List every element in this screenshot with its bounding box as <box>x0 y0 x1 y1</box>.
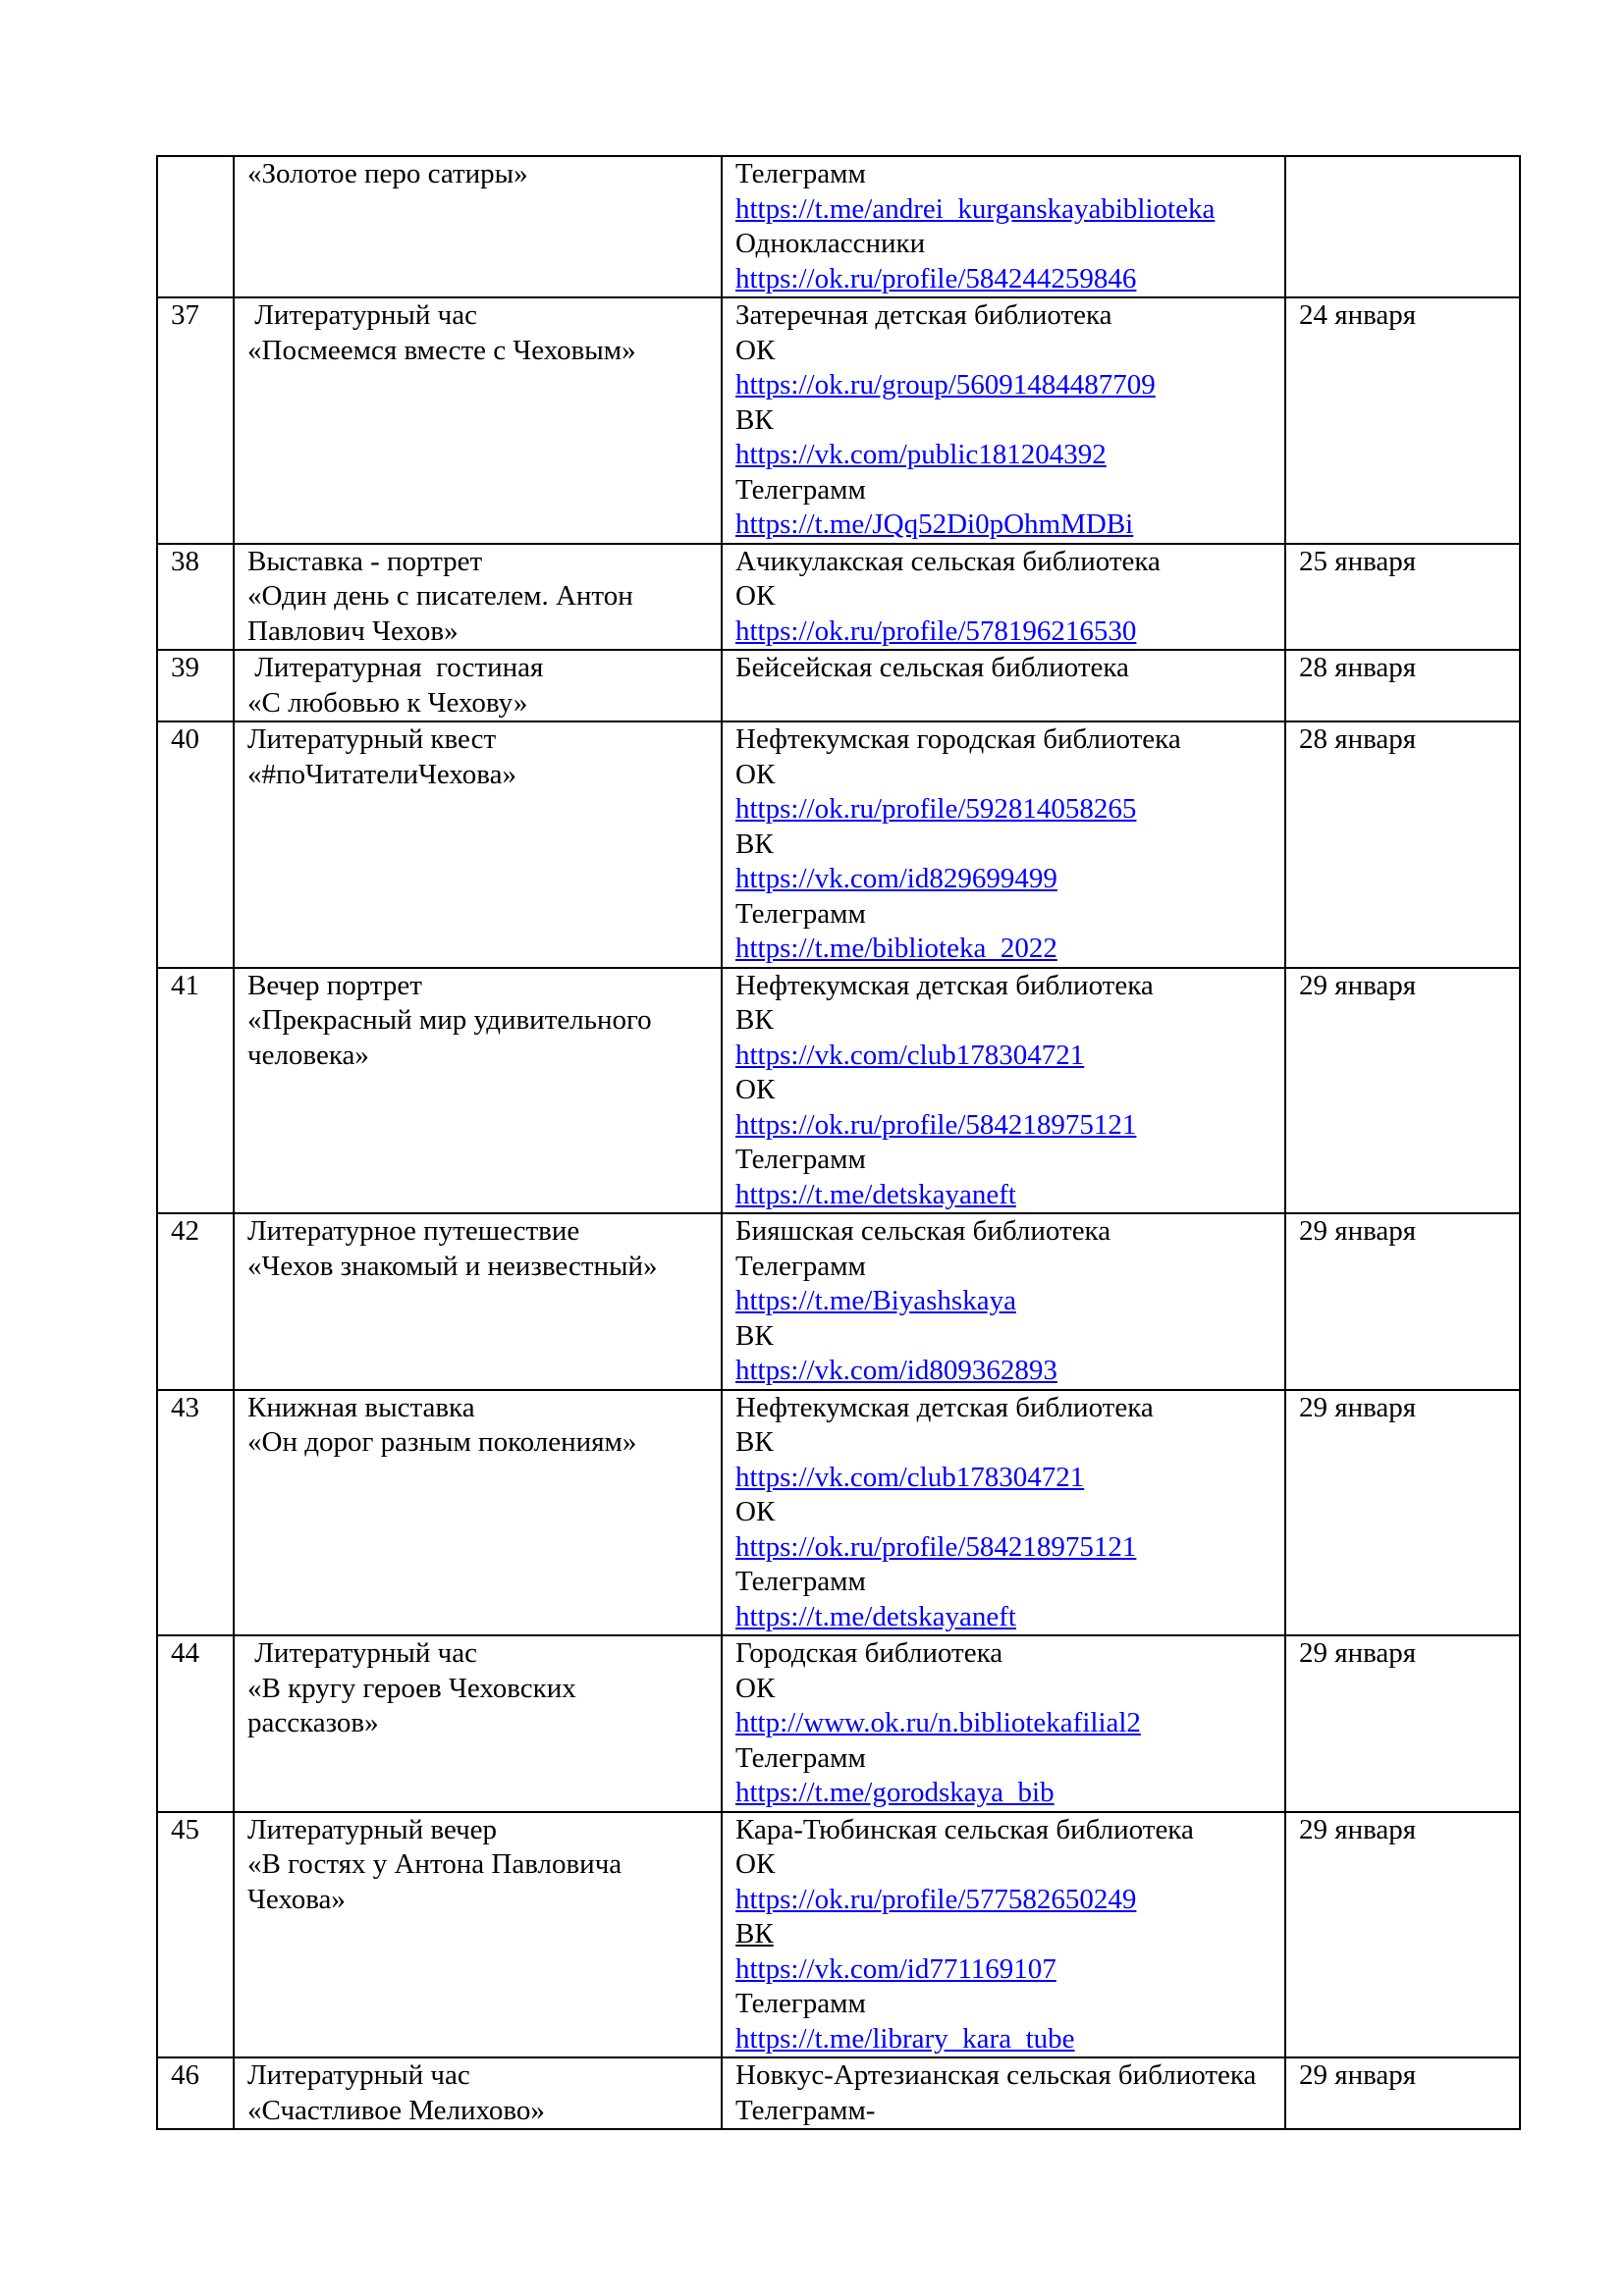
row-number-cell <box>157 721 234 968</box>
event-cell <box>234 721 722 968</box>
date-cell <box>1285 156 1520 297</box>
events-table-body <box>157 156 1520 2129</box>
event-cell <box>234 1390 722 1636</box>
platform-label: Телеграмм <box>735 897 866 930</box>
venue-cell <box>722 1390 1285 1636</box>
event-title: «С любовью к Чехову» <box>247 686 528 719</box>
event-date: 29 января <box>1299 969 1417 1001</box>
date-cell <box>1285 297 1520 544</box>
row-number-cell <box>157 650 234 721</box>
table-row <box>157 1213 1520 1390</box>
row-number: 40 <box>171 723 199 755</box>
event-type: Литературная гостиная <box>247 652 544 683</box>
venue-link[interactable]: http://www.ok.ru/n.bibliotekafilial2 <box>735 1707 1141 1738</box>
platform-label: Телеграмм <box>735 1144 866 1175</box>
event-cell <box>234 2057 722 2129</box>
event-date: 29 января <box>1299 1637 1417 1669</box>
table-row <box>157 1812 1520 2058</box>
venue-cell <box>722 1635 1285 1812</box>
table-row <box>157 1390 1520 1636</box>
venue-name: Бияшская сельская библиотека <box>735 1215 1111 1247</box>
event-title: «Счастливое Мелихово» <box>247 2094 545 2126</box>
row-number: 37 <box>171 299 199 331</box>
date-cell <box>1285 968 1520 1214</box>
platform-label: ОК <box>735 334 776 366</box>
venue-cell <box>722 721 1285 968</box>
row-number: 44 <box>171 1637 199 1669</box>
event-cell <box>234 297 722 544</box>
row-number: 41 <box>171 969 199 1001</box>
venue-cell <box>722 2057 1285 2129</box>
platform-label: ВК <box>735 1426 774 1458</box>
table-row <box>157 1635 1520 1812</box>
event-cell <box>234 544 722 651</box>
platform-label: ВК <box>735 1319 774 1352</box>
platform-label: ВК <box>735 1004 774 1036</box>
date-cell <box>1285 1390 1520 1636</box>
venue-link[interactable]: https://t.me/JQq52Di0pOhmMDBi <box>735 508 1134 540</box>
platform-label: Телеграмм <box>735 1566 866 1597</box>
venue-link[interactable]: https://t.me/andrei_kurganskayabiblioteka <box>735 192 1216 225</box>
venue-name: Затеречная детская библиотека <box>735 299 1112 331</box>
platform-label: Телеграмм- <box>735 2094 876 2126</box>
venue-link[interactable]: https://t.me/biblioteka_2022 <box>735 933 1057 964</box>
platform-label: ВК <box>735 403 774 436</box>
event-date: 29 января <box>1299 1391 1417 1423</box>
date-cell <box>1285 650 1520 721</box>
event-date: 28 января <box>1299 652 1417 683</box>
venue-link[interactable]: https://vk.com/id771169107 <box>735 1952 1056 1985</box>
venue-link[interactable]: https://ok.ru/profile/577582650249 <box>735 1883 1137 1915</box>
event-date: 29 января <box>1299 2059 1417 2091</box>
date-cell <box>1285 544 1520 651</box>
event-type: Выставка - портрет <box>247 545 483 577</box>
date-cell <box>1285 1635 1520 1812</box>
venue-name: Новкус-Артезианская сельская библиотека <box>735 2059 1257 2091</box>
venue-cell <box>722 1812 1285 2058</box>
date-cell <box>1285 1812 1520 2058</box>
event-cell <box>234 156 722 297</box>
row-number-cell <box>157 968 234 1214</box>
platform-label: ОК <box>735 580 776 612</box>
platform-label: ВК <box>735 828 774 860</box>
venue-name: Кара-Тюбинская сельская библиотека <box>735 1813 1194 1845</box>
venue-name: Нефтекумская детская библиотека <box>735 1391 1154 1423</box>
platform-label: Телеграмм <box>735 1250 866 1282</box>
event-type: «Золотое перо сатиры» <box>247 158 528 189</box>
venue-link[interactable]: https://ok.ru/group/56091484487709 <box>735 369 1156 400</box>
platform-label: ОК <box>735 1074 776 1105</box>
venue-name: Нефтекумская городская библиотека <box>735 723 1181 755</box>
venue-link[interactable]: https://t.me/detskayaneft <box>735 1600 1016 1632</box>
venue-name: Бейсейская сельская библиотека <box>735 652 1129 683</box>
venue-link[interactable]: https://vk.com/club178304721 <box>735 1039 1085 1071</box>
row-number-cell <box>157 156 234 297</box>
event-cell <box>234 968 722 1214</box>
venue-name: Городская библиотека <box>735 1637 1003 1669</box>
event-type: Литературный вечер <box>247 1813 498 1845</box>
table-row <box>157 297 1520 544</box>
event-date: 25 января <box>1299 545 1417 577</box>
event-title: «Посмеемся вместе с Чеховым» <box>247 334 636 366</box>
event-title: «В гостях у Антона Павловича Чехова» <box>247 1848 629 1915</box>
row-number-cell <box>157 2057 234 2129</box>
venue-link[interactable]: https://t.me/library_kara_tube <box>735 2022 1075 2055</box>
event-cell <box>234 1812 722 2058</box>
row-number-cell <box>157 544 234 651</box>
venue-cell <box>722 297 1285 544</box>
row-number: 45 <box>171 1813 199 1845</box>
event-type: Книжная выставка <box>247 1391 475 1423</box>
venue-link[interactable]: https://vk.com/id809362893 <box>735 1355 1057 1386</box>
event-cell <box>234 1635 722 1812</box>
event-title: «В кругу героев Чеховских рассказов» <box>247 1672 583 1738</box>
table-row <box>157 544 1520 651</box>
platform-label: ОК <box>735 1672 776 1704</box>
venue-name: Ачикулакская сельская библиотека <box>735 545 1161 577</box>
platform-label: Телеграмм <box>735 473 866 506</box>
platform-label: Одноклассники <box>735 228 926 259</box>
event-type: Литературный час <box>247 1637 477 1669</box>
event-title: «#поЧитателиЧехова» <box>247 758 516 790</box>
event-title: «Один день с писателем. Антон Павлович Чехов» <box>247 580 640 647</box>
venue-link[interactable]: https://ok.ru/profile/584218975121 <box>735 1108 1137 1141</box>
event-date: 29 января <box>1299 1215 1417 1247</box>
row-number: 46 <box>171 2059 199 2091</box>
venue-link[interactable]: https://ok.ru/profile/578196216530 <box>735 614 1137 647</box>
venue-link[interactable]: https://t.me/gorodskaya_bib <box>735 1777 1055 1808</box>
event-type: Литературный час <box>247 299 477 331</box>
event-cell <box>234 1213 722 1390</box>
event-title: «Он дорог разным поколениям» <box>247 1426 637 1458</box>
platform-label: ОК <box>735 1848 776 1880</box>
table-row <box>157 156 1520 297</box>
event-type: Литературный час <box>247 2059 470 2091</box>
venue-link[interactable]: https://ok.ru/profile/592814058265 <box>735 793 1137 825</box>
venue-cell <box>722 1213 1285 1390</box>
table-row <box>157 721 1520 968</box>
venue-cell <box>722 968 1285 1214</box>
table-row <box>157 650 1520 721</box>
venue-link[interactable]: https://t.me/Biyashskaya <box>735 1285 1016 1316</box>
platform-label: ВК <box>735 1918 774 1949</box>
row-number: 38 <box>171 545 199 577</box>
row-number-cell <box>157 1390 234 1636</box>
venue-name: Нефтекумская детская библиотека <box>735 969 1154 1001</box>
row-number: 42 <box>171 1215 199 1247</box>
event-type: Литературное путешествие <box>247 1215 580 1247</box>
venue-link[interactable]: https://ok.ru/profile/584218975121 <box>735 1530 1137 1563</box>
row-number: 43 <box>171 1391 199 1423</box>
venue-link[interactable]: https://vk.com/public181204392 <box>735 439 1107 470</box>
event-title: «Прекрасный мир удивительного человека» <box>247 1004 659 1071</box>
platform-label: ОК <box>735 758 776 790</box>
venue-cell <box>722 650 1285 721</box>
venue-cell <box>722 156 1285 297</box>
event-date: 29 января <box>1299 1813 1417 1845</box>
event-type: Литературный квест <box>247 723 497 755</box>
date-cell <box>1285 1213 1520 1390</box>
venue-link[interactable]: https://vk.com/club178304721 <box>735 1461 1085 1493</box>
date-cell <box>1285 721 1520 968</box>
event-type: Вечер портрет <box>247 969 422 1001</box>
table-row <box>157 968 1520 1214</box>
platform-label: ОК <box>735 1496 776 1527</box>
platform-label: Телеграмм <box>735 1988 866 2019</box>
events-table <box>156 155 1521 2130</box>
event-cell <box>234 650 722 721</box>
event-title: «Чехов знакомый и неизвестный» <box>247 1250 658 1282</box>
venue-link[interactable]: https://vk.com/id829699499 <box>735 863 1057 894</box>
venue-cell <box>722 544 1285 651</box>
row-number-cell <box>157 297 234 544</box>
row-number-cell <box>157 1635 234 1812</box>
row-number-cell <box>157 1812 234 2058</box>
venue-name: Телеграмм <box>735 158 866 189</box>
event-date: 28 января <box>1299 723 1417 755</box>
venue-link[interactable]: https://ok.ru/profile/584244259846 <box>735 262 1137 294</box>
platform-label: Телеграмм <box>735 1741 866 1774</box>
event-date: 24 января <box>1299 299 1417 331</box>
date-cell <box>1285 2057 1520 2129</box>
table-row <box>157 2057 1520 2129</box>
venue-link[interactable]: https://t.me/detskayaneft <box>735 1178 1016 1210</box>
row-number: 39 <box>171 652 199 683</box>
row-number-cell <box>157 1213 234 1390</box>
